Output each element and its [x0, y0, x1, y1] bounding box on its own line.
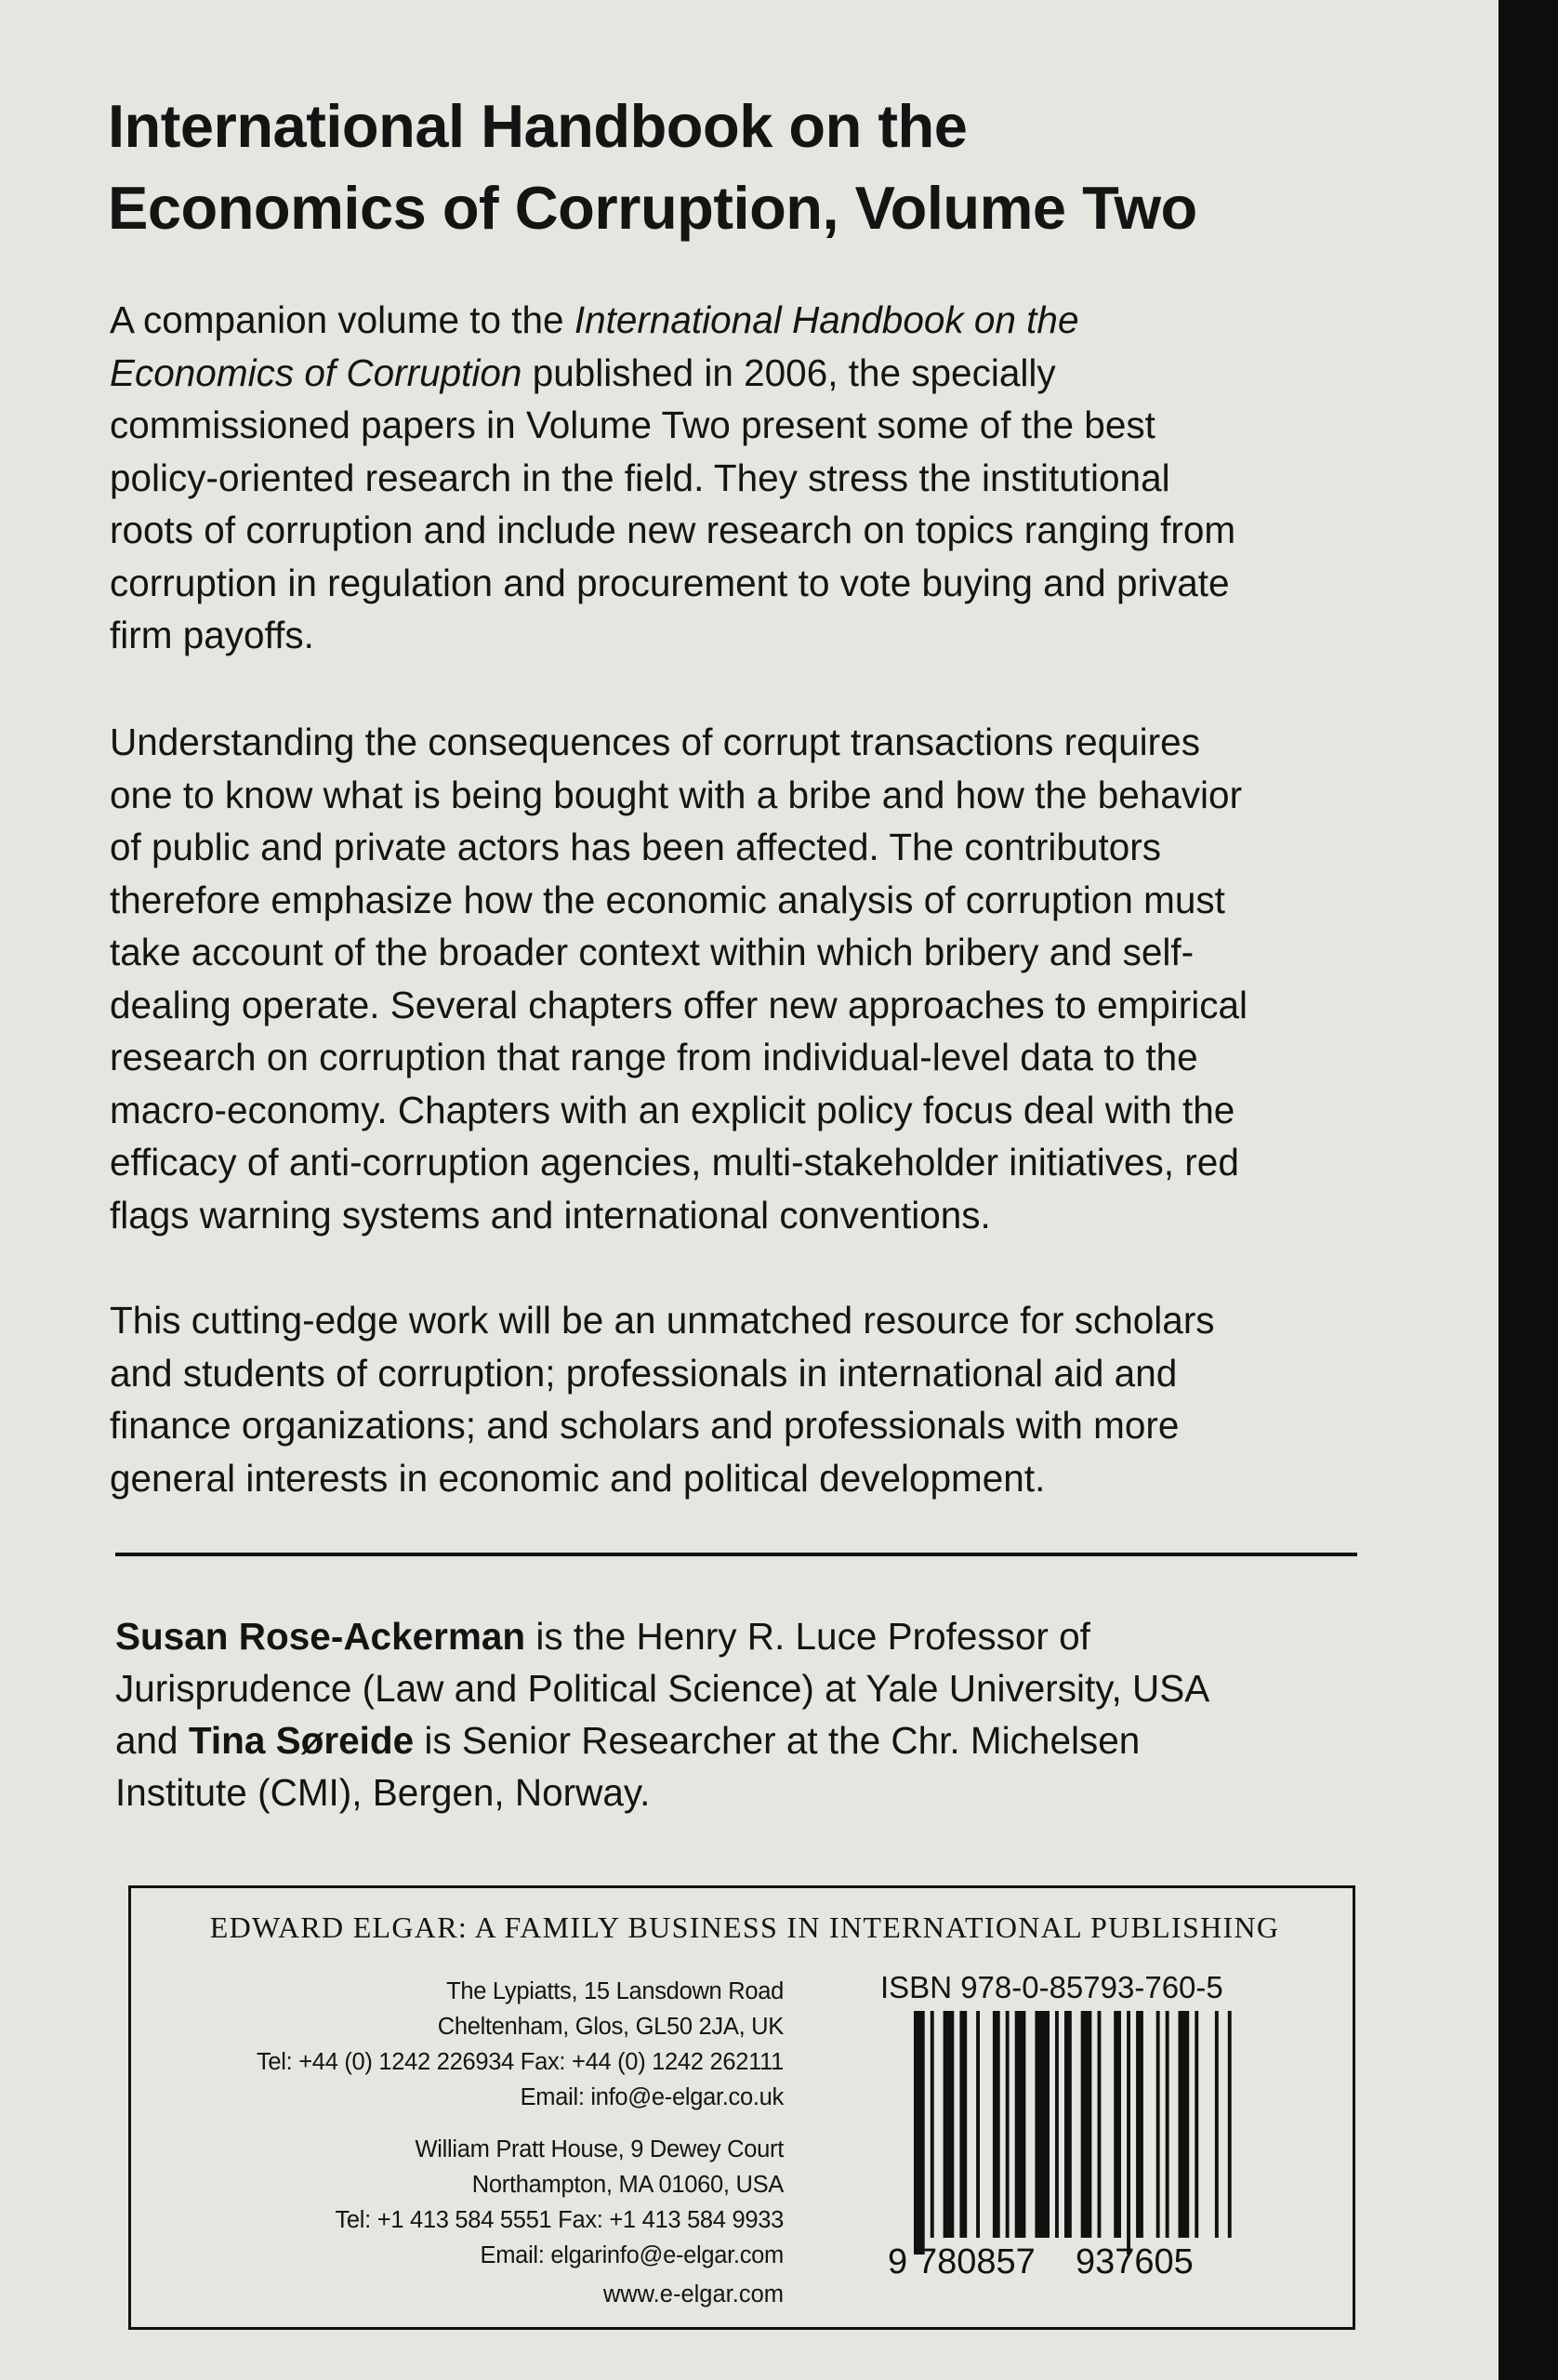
paragraph-line: and students of corruption; professionals in international aid and — [110, 1351, 1178, 1395]
description-paragraph-3 — [110, 1294, 1393, 1504]
text-run: is the Henry R. Luce Professor of — [525, 1615, 1090, 1658]
barcode-bar — [914, 2011, 925, 2254]
barcode-bar — [1166, 2011, 1169, 2238]
text-run: A companion volume to the — [110, 298, 574, 341]
paragraph-line: commissioned papers in Volume Two present some of the best — [110, 403, 1155, 446]
barcode-bar — [1098, 2011, 1102, 2238]
barcode-bar — [1006, 2011, 1010, 2238]
paragraph-line — [110, 294, 1393, 347]
paragraph-line — [115, 1714, 1398, 1766]
barcode-bar — [1156, 2011, 1160, 2238]
barcode-digits-left: 780857 — [918, 2242, 1036, 2277]
address-line: William Pratt House, 9 Dewey Court — [415, 2136, 784, 2162]
paragraph-line: corruption in regulation and procurement to vote buying and private — [110, 561, 1230, 604]
publisher-header: EDWARD ELGAR: A FAMILY BUSINESS IN INTERNATIONAL PUBLISHING — [209, 1911, 1280, 1944]
paragraph-line: general interests in economic and political development. — [110, 1456, 1046, 1500]
barcode-bar — [1179, 2011, 1190, 2238]
paragraph-line: one to know what is being bought with a bribe and how the behavior — [110, 773, 1243, 816]
book-reference: Economics of Corruption — [110, 350, 522, 394]
barcode-bar — [1215, 2011, 1219, 2238]
address-line: Northampton, MA 01060, USA — [471, 2172, 784, 2198]
barcode-bar — [1015, 2011, 1026, 2238]
address-line: The Lypiatts, 15 Lansdown Road — [446, 1978, 784, 2004]
title-line: Economics of Corruption, Volume Two — [108, 174, 1197, 242]
paragraph-line: of public and private actors has been affected. The contributors — [110, 826, 1161, 868]
barcode — [880, 2011, 1243, 2277]
barcode-bar — [1195, 2011, 1198, 2238]
barcode-bar — [931, 2011, 934, 2238]
paragraph-line: efficacy of anti-corruption agencies, multi-stakeholder initiatives, red — [110, 1141, 1239, 1183]
barcode-bar — [976, 2011, 980, 2238]
paragraph-line: firm payoffs. — [110, 614, 314, 656]
book-reference: International Handbook on the — [574, 298, 1079, 341]
paragraph-line: dealing operate. Several chapters offer new approaches to empirical — [110, 983, 1248, 1026]
publisher-box — [128, 1885, 1355, 2330]
barcode-bar — [959, 2011, 967, 2238]
paragraph-line: This cutting-edge work will be an unmatched resource for scholars — [110, 1299, 1215, 1342]
description-paragraph-2 — [110, 716, 1393, 1241]
barcode-bar — [1114, 2011, 1121, 2238]
barcode-bar — [1081, 2011, 1092, 2238]
paragraph-line: policy-oriented research in the field. They stress the institutional — [110, 456, 1170, 499]
barcode-bar — [1055, 2011, 1059, 2238]
barcode-bar — [1035, 2011, 1050, 2238]
paragraph-line: Institute (CMI), Bergen, Norway. — [115, 1771, 651, 1814]
paragraph-line: flags warning systems and international conventions. — [110, 1193, 991, 1236]
uk-address — [187, 1974, 784, 2115]
address-line: Email: elgarinfo@e-elgar.com — [480, 2242, 784, 2268]
paragraph-line: Understanding the consequences of corrupt transactions requires — [110, 721, 1200, 763]
paragraph-line: Jurisprudence (Law and Political Science) at Yale University, USA — [115, 1667, 1210, 1710]
paragraph-line — [110, 347, 1393, 400]
author-name: Tina Søreide — [188, 1719, 415, 1762]
section-divider — [115, 1553, 1357, 1556]
barcode-bars — [914, 2011, 1232, 2254]
barcode-bar — [1064, 2011, 1072, 2238]
us-address — [187, 2132, 784, 2273]
barcode-digit-lead: 9 — [888, 2242, 908, 2277]
barcode-bar — [944, 2011, 955, 2238]
text-run: published in 2006, the specially — [522, 350, 1056, 394]
paragraph-line: take account of the broader context within which bribery and self- — [110, 931, 1195, 973]
address-line: Tel: +44 (0) 1242 226934 Fax: +44 (0) 1242 262111 — [256, 2049, 784, 2075]
book-title — [108, 86, 1428, 249]
paragraph-line: finance organizations; and scholars and professionals with more — [110, 1404, 1180, 1447]
website: www.e-elgar.com — [602, 2281, 784, 2307]
isbn-label: ISBN 978-0-85793-760-5 — [880, 1970, 1223, 2004]
author-name: Susan Rose-Ackerman — [115, 1615, 526, 1658]
text-run: and — [115, 1719, 189, 1762]
paragraph-line — [115, 1610, 1398, 1662]
barcode-bar — [993, 2011, 1000, 2238]
book-spine-edge — [1499, 0, 1558, 2380]
author-bio — [115, 1610, 1398, 1818]
paragraph-line: roots of corruption and include new research on topics ranging from — [110, 509, 1236, 551]
title-line: International Handbook on the — [108, 92, 968, 160]
text-run: is Senior Researcher at the Chr. Michelsen — [414, 1719, 1141, 1762]
barcode-digits-right: 937605 — [1076, 2242, 1194, 2277]
paragraph-line: therefore emphasize how the economic analysis of corruption must — [110, 878, 1225, 921]
address-line: Cheltenham, Glos, GL50 2JA, UK — [437, 2014, 784, 2040]
paragraph-line: research on corruption that range from individual-level data to the — [110, 1036, 1198, 1078]
address-line: Email: info@e-elgar.co.uk — [520, 2084, 784, 2110]
paragraph-line: macro-economy. Chapters with an explicit policy focus deal with the — [110, 1088, 1235, 1131]
address-line: Tel: +1 413 584 5551 Fax: +1 413 584 9933 — [335, 2207, 784, 2233]
barcode-bar — [1136, 2011, 1143, 2238]
description-paragraph-1 — [110, 294, 1393, 662]
barcode-bar — [1228, 2011, 1232, 2238]
barcode-bar — [1127, 2011, 1130, 2254]
